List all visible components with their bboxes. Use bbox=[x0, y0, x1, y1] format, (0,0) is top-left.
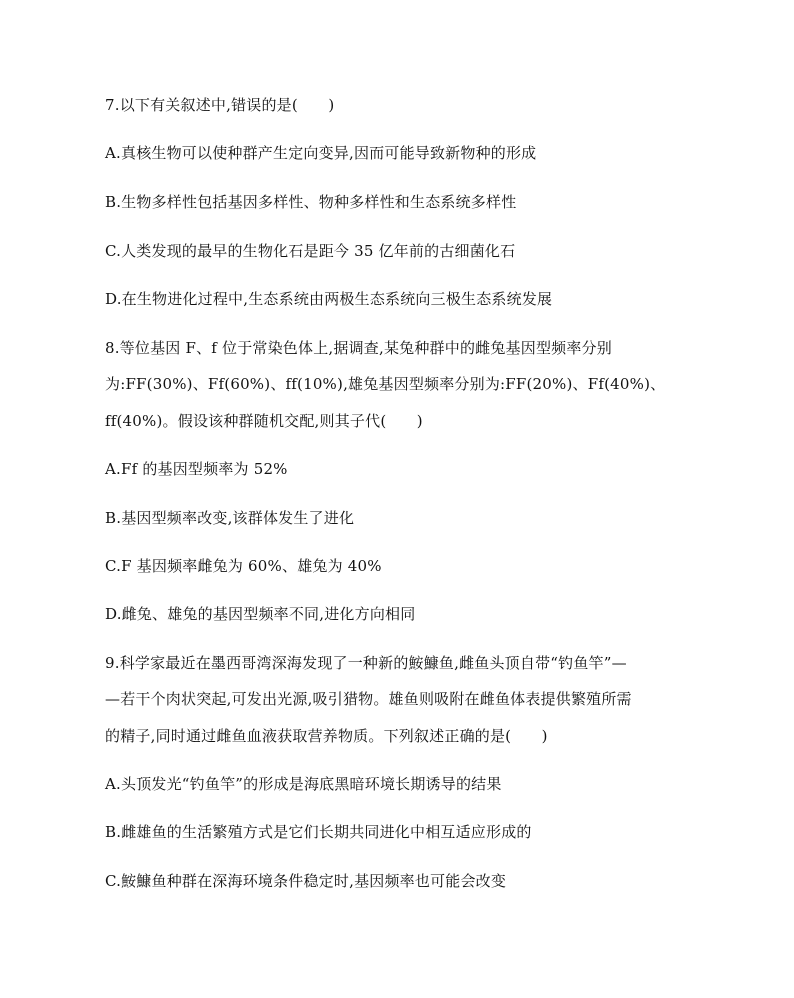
question-9-stem-line-2: —若干个肉状突起,可发出光源,吸引猎物。雄鱼则吸附在雌鱼体表提供繁殖所需 bbox=[105, 690, 632, 708]
question-8-stem-line-1: 8.等位基因 F、f 位于常染色体上,据调查,某兔种群中的雌兔基因型频率分别 bbox=[105, 339, 612, 357]
question-7-option-d: D.在生物进化过程中,生态系统由两极生态系统向三极生态系统发展 bbox=[105, 290, 553, 308]
question-9-option-c: C.鮟鱇鱼种群在深海环境条件稳定时,基因频率也可能会改变 bbox=[105, 872, 507, 890]
question-9-option-b: B.雌雄鱼的生活繁殖方式是它们长期共同进化中相互适应形成的 bbox=[105, 823, 532, 841]
question-8-option-c: C.F 基因频率雌兔为 60%、雄兔为 40% bbox=[105, 557, 382, 575]
question-7-stem: 7.以下有关叙述中,错误的是( ) bbox=[105, 96, 335, 114]
question-8-stem-line-3: ff(40%)。假设该种群随机交配,则其子代( ) bbox=[105, 412, 423, 430]
question-9-stem-line-1: 9.科学家最近在墨西哥湾深海发现了一种新的鮟鱇鱼,雌鱼头顶自带“钓鱼竿”— bbox=[105, 654, 627, 672]
question-8-option-b: B.基因型频率改变,该群体发生了进化 bbox=[105, 509, 355, 527]
question-8-option-d: D.雌兔、雄兔的基因型频率不同,进化方向相同 bbox=[105, 605, 416, 623]
question-7-option-b: B.生物多样性包括基因多样性、物种多样性和生态系统多样性 bbox=[105, 193, 517, 211]
question-8-option-a: A.Ff 的基因型频率为 52% bbox=[105, 460, 288, 478]
question-9-option-a: A.头顶发光“钓鱼竿”的形成是海底黑暗环境长期诱导的结果 bbox=[105, 775, 502, 793]
question-9-stem-line-3: 的精子,同时通过雌鱼血液获取营养物质。下列叙述正确的是( ) bbox=[105, 727, 548, 745]
question-7-option-c: C.人类发现的最早的生物化石是距今 35 亿年前的古细菌化石 bbox=[105, 242, 516, 260]
question-8-stem-line-2: 为:FF(30%)、Ff(60%)、ff(10%),雄兔基因型频率分别为:FF(20%)、Ff(40%)、 bbox=[105, 375, 666, 393]
question-7-option-a: A.真核生物可以使种群产生定向变异,因而可能导致新物种的形成 bbox=[105, 144, 537, 162]
